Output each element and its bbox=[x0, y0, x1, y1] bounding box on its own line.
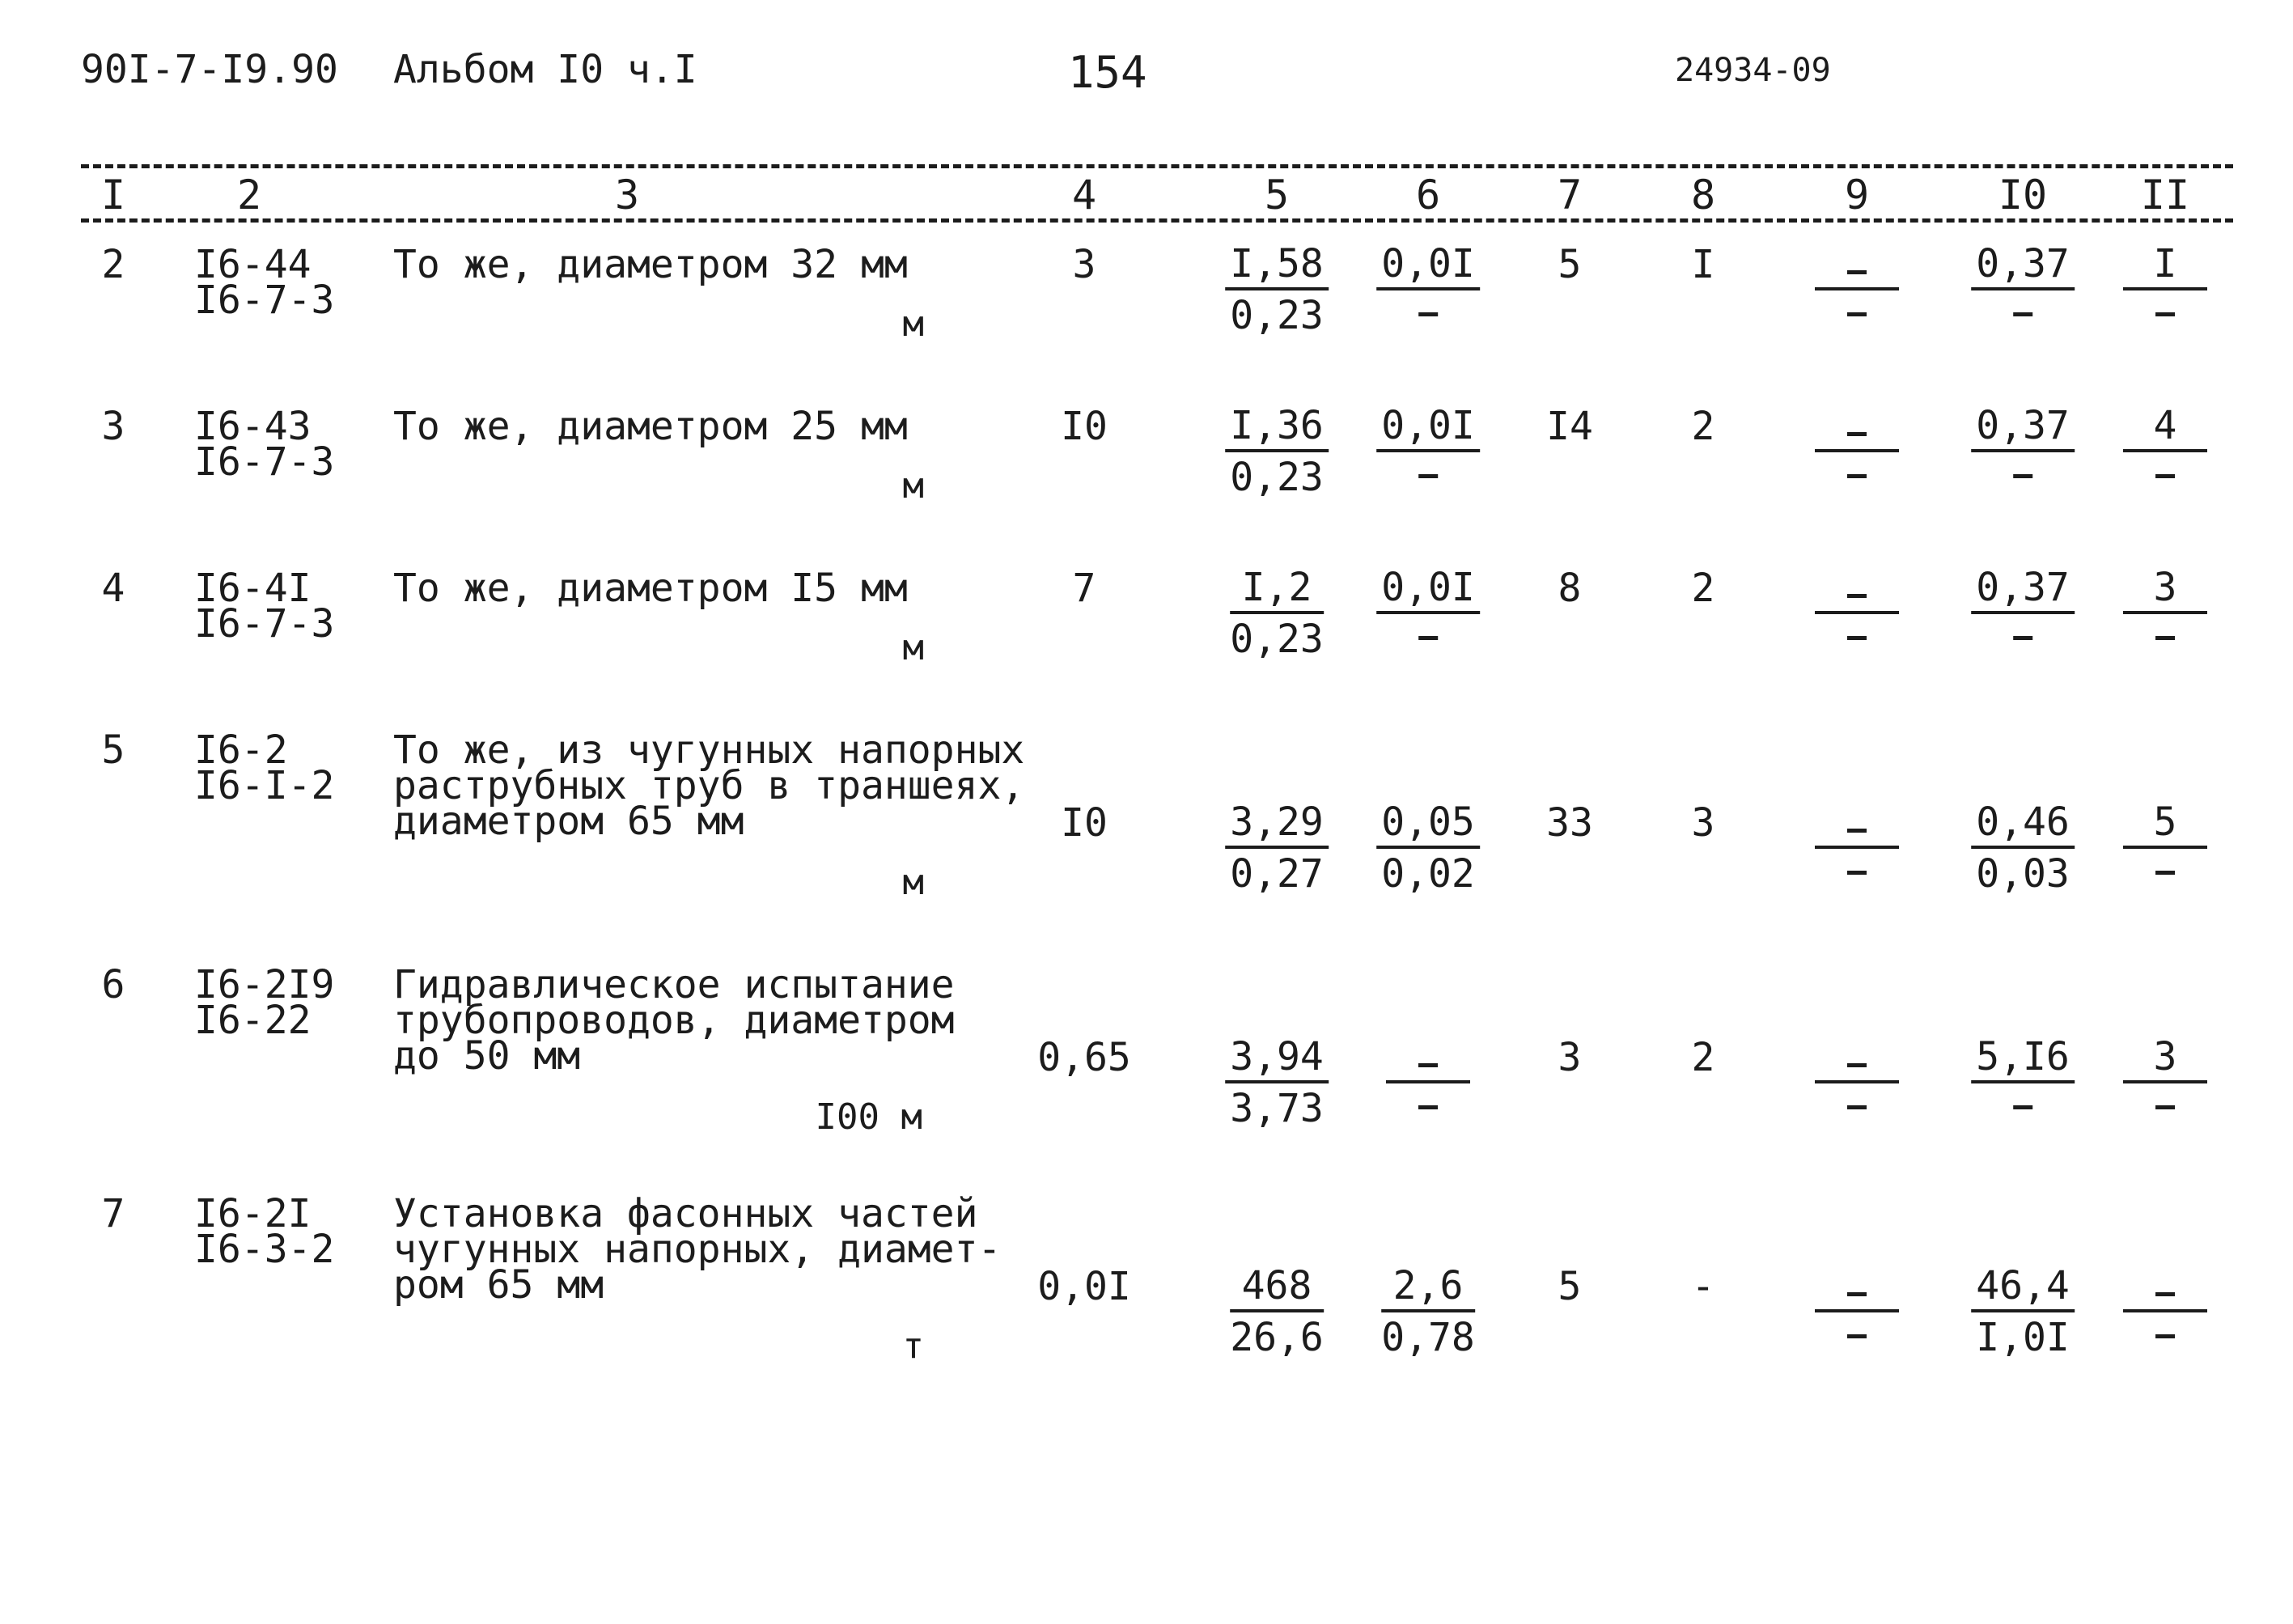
dash-mark bbox=[2155, 1334, 2175, 1338]
machine-cost-denominator: 0,02 bbox=[1381, 851, 1475, 897]
norm-code: I6-2 bbox=[194, 727, 288, 773]
column-number: 7 bbox=[1557, 172, 1583, 218]
machine-cost bbox=[1376, 799, 1480, 897]
unit-cost bbox=[1225, 799, 1329, 897]
dash-mark bbox=[1847, 829, 1867, 833]
col-7-value: I4 bbox=[1546, 404, 1593, 449]
labor-cost bbox=[1971, 567, 2075, 659]
unit-cost-denominator: 26,6 bbox=[1230, 1315, 1324, 1360]
col-7-value: 8 bbox=[1558, 566, 1582, 611]
unit-cost-numerator: 3,94 bbox=[1225, 1037, 1329, 1083]
col-9-fraction bbox=[1815, 802, 1899, 894]
unit-cost-numerator: I,36 bbox=[1225, 405, 1329, 452]
description-line: трубопроводов, диаметром bbox=[393, 998, 955, 1043]
col-8-value: I bbox=[1691, 242, 1715, 287]
col-9-fraction-numerator bbox=[1815, 802, 1899, 849]
dash-mark bbox=[1847, 432, 1867, 436]
norm-codes bbox=[194, 242, 335, 323]
machine-cost bbox=[1376, 567, 1480, 659]
col-9-fraction bbox=[1815, 244, 1899, 336]
col-11-fraction-numerator: 3 bbox=[2123, 1037, 2207, 1083]
page-number: 154 bbox=[1068, 47, 1147, 98]
row-number: 7 bbox=[101, 1191, 125, 1236]
machine-cost-numerator: 0,0I bbox=[1376, 244, 1480, 290]
dash-mark bbox=[2013, 312, 2032, 316]
column-number: 2 bbox=[236, 172, 262, 218]
work-description bbox=[393, 566, 908, 611]
col-8-value: 2 bbox=[1691, 404, 1715, 449]
unit-of-measure: т bbox=[902, 1325, 924, 1367]
labor-cost bbox=[1971, 405, 2075, 498]
price-code: I6-7-3 bbox=[194, 439, 335, 485]
machine-cost-numerator bbox=[1386, 1037, 1470, 1083]
col-9-fraction bbox=[1815, 1266, 1899, 1358]
labor-cost bbox=[1971, 799, 2075, 897]
unit-cost-numerator: 468 bbox=[1230, 1266, 1324, 1312]
machine-cost-denominator bbox=[1376, 290, 1480, 336]
description-line: чугунных напорных, диамет- bbox=[393, 1227, 1002, 1272]
labor-cost-numerator: 0,37 bbox=[1971, 567, 2075, 614]
col-11-fraction-denominator bbox=[2123, 452, 2207, 498]
description-line: до 50 мм bbox=[393, 1033, 581, 1079]
work-description bbox=[393, 727, 1025, 844]
dash-mark bbox=[2155, 312, 2175, 316]
machine-cost-numerator: 0,0I bbox=[1376, 567, 1480, 614]
col-9-fraction-denominator bbox=[1815, 290, 1899, 336]
col-11-fraction-denominator bbox=[2123, 290, 2207, 336]
unit-of-measure: м bbox=[902, 303, 924, 345]
norm-codes bbox=[194, 1191, 335, 1272]
work-description bbox=[393, 404, 908, 449]
col-9-fraction-numerator bbox=[1815, 1037, 1899, 1083]
column-number: I0 bbox=[1998, 172, 2048, 218]
norm-codes bbox=[194, 962, 335, 1043]
labor-cost-denominator: 0,03 bbox=[1976, 851, 2070, 897]
col-11-fraction-denominator bbox=[2123, 614, 2207, 659]
col-8-value: 2 bbox=[1691, 566, 1715, 611]
dash-mark bbox=[2155, 474, 2175, 478]
work-description bbox=[393, 1191, 1002, 1308]
column-number: 5 bbox=[1264, 172, 1290, 218]
dash-mark bbox=[1418, 1063, 1438, 1067]
quantity: 7 bbox=[1072, 566, 1096, 611]
row-number: 6 bbox=[101, 962, 125, 1007]
dash-mark bbox=[2155, 636, 2175, 640]
labor-cost-numerator: 0,46 bbox=[1971, 802, 2075, 849]
col-7-value: 5 bbox=[1558, 1264, 1582, 1309]
dash-mark bbox=[1847, 1063, 1867, 1067]
unit-of-measure: м bbox=[902, 627, 924, 668]
header-divider-bottom bbox=[81, 218, 2233, 223]
description-line: То же, из чугунных напорных bbox=[393, 727, 1025, 773]
dash-mark bbox=[2013, 474, 2032, 478]
column-number: 8 bbox=[1690, 172, 1716, 218]
unit-cost-numerator: I,58 bbox=[1225, 244, 1329, 290]
dash-mark bbox=[1847, 474, 1867, 478]
machine-cost bbox=[1386, 1037, 1470, 1129]
labor-cost bbox=[1971, 241, 2075, 336]
work-description bbox=[393, 242, 908, 287]
column-number: 3 bbox=[614, 172, 640, 218]
norm-code: I6-4I bbox=[194, 566, 312, 611]
quantity: I0 bbox=[1061, 404, 1108, 449]
col-9-fraction-numerator bbox=[1815, 567, 1899, 614]
description-line: То же, диаметром 32 мм bbox=[393, 242, 908, 287]
col-9-fraction-denominator bbox=[1815, 452, 1899, 498]
price-code: I6-I-2 bbox=[194, 763, 335, 808]
norm-codes bbox=[194, 404, 335, 485]
description-line: Установка фасонных частей bbox=[393, 1191, 978, 1236]
dash-mark bbox=[2155, 871, 2175, 875]
dash-mark bbox=[1847, 312, 1867, 316]
labor-cost-denominator: I,0I bbox=[1976, 1315, 2070, 1360]
machine-cost-denominator bbox=[1386, 1083, 1470, 1129]
col-9-fraction bbox=[1815, 1037, 1899, 1129]
col-11-fraction-numerator: 5 bbox=[2123, 802, 2207, 849]
labor-cost-numerator: 0,37 bbox=[1971, 244, 2075, 290]
quantity: I0 bbox=[1061, 800, 1108, 846]
col-11-fraction bbox=[2123, 567, 2207, 659]
row-number: 5 bbox=[101, 727, 125, 773]
dash-mark bbox=[1847, 594, 1867, 598]
quantity: 3 bbox=[1072, 242, 1096, 287]
unit-cost-denominator: 3,73 bbox=[1230, 1086, 1324, 1131]
labor-cost-numerator: 46,4 bbox=[1971, 1266, 2075, 1312]
machine-cost bbox=[1376, 405, 1480, 498]
unit-cost-denominator: 0,27 bbox=[1230, 851, 1324, 897]
row-number: 3 bbox=[101, 404, 125, 449]
col-9-fraction-numerator bbox=[1815, 1266, 1899, 1312]
col-11-fraction-numerator: I bbox=[2123, 244, 2207, 290]
col-11-fraction bbox=[2123, 1266, 2207, 1358]
machine-cost-denominator bbox=[1376, 452, 1480, 498]
dash-mark bbox=[1418, 474, 1438, 478]
labor-cost bbox=[1971, 1034, 2075, 1129]
description-line: То же, диаметром 25 мм bbox=[393, 404, 908, 449]
col-9-fraction bbox=[1815, 567, 1899, 659]
col-9-fraction bbox=[1815, 405, 1899, 498]
col-11-fraction-numerator bbox=[2123, 1266, 2207, 1312]
labor-cost-numerator: 5,I6 bbox=[1971, 1037, 2075, 1083]
norm-codes bbox=[194, 566, 335, 647]
column-number: 6 bbox=[1415, 172, 1441, 218]
quantity: 0,65 bbox=[1037, 1035, 1131, 1080]
description-line: раструбных труб в траншеях, bbox=[393, 763, 1025, 808]
work-description bbox=[393, 962, 955, 1079]
dash-mark bbox=[2155, 1105, 2175, 1109]
machine-cost-numerator: 0,05 bbox=[1376, 802, 1480, 849]
col-7-value: 3 bbox=[1558, 1035, 1582, 1080]
col-8-value: 3 bbox=[1691, 800, 1715, 846]
norm-codes bbox=[194, 727, 335, 808]
unit-cost bbox=[1230, 1263, 1324, 1360]
row-number: 4 bbox=[101, 566, 125, 611]
price-code: I6-7-3 bbox=[194, 601, 335, 647]
unit-cost-denominator: 0,23 bbox=[1230, 617, 1324, 662]
dash-mark bbox=[2013, 636, 2032, 640]
dash-mark bbox=[1418, 1105, 1438, 1109]
col-11-fraction-denominator bbox=[2123, 1312, 2207, 1358]
col-11-fraction-numerator: 3 bbox=[2123, 567, 2207, 614]
machine-cost bbox=[1376, 241, 1480, 336]
col-8-value: 2 bbox=[1691, 1035, 1715, 1080]
labor-cost-denominator bbox=[1971, 290, 2075, 336]
column-number: II bbox=[2140, 172, 2190, 218]
description-line: Гидравлическое испытание bbox=[393, 962, 955, 1007]
labor-cost bbox=[1971, 1263, 2075, 1360]
album-label: Альбом I0 ч.I bbox=[393, 47, 697, 92]
col-11-fraction-denominator bbox=[2123, 1083, 2207, 1129]
machine-cost-denominator bbox=[1376, 614, 1480, 659]
dash-mark bbox=[1847, 1334, 1867, 1338]
column-number: I bbox=[100, 172, 126, 218]
doc-number: 24934-09 bbox=[1675, 52, 1831, 89]
labor-cost-denominator bbox=[1971, 614, 2075, 659]
col-9-fraction-numerator bbox=[1815, 244, 1899, 290]
norm-code: I6-2I bbox=[194, 1191, 312, 1236]
col-9-fraction-denominator bbox=[1815, 1312, 1899, 1358]
col-11-fraction bbox=[2123, 241, 2207, 336]
norm-code: I6-43 bbox=[194, 404, 312, 449]
col-9-fraction-denominator bbox=[1815, 849, 1899, 894]
price-code: I6-3-2 bbox=[194, 1227, 335, 1272]
machine-cost-denominator: 0,78 bbox=[1381, 1315, 1475, 1360]
col-11-fraction-numerator: 4 bbox=[2123, 405, 2207, 452]
dash-mark bbox=[1847, 1292, 1867, 1296]
dash-mark bbox=[2013, 1105, 2032, 1109]
col-11-fraction-denominator bbox=[2123, 849, 2207, 894]
col-9-fraction-numerator bbox=[1815, 405, 1899, 452]
price-code: I6-7-3 bbox=[194, 278, 335, 323]
dash-mark bbox=[1847, 871, 1867, 875]
unit-cost bbox=[1225, 405, 1329, 498]
quantity: 0,0I bbox=[1037, 1264, 1131, 1309]
column-number: 9 bbox=[1844, 172, 1870, 218]
labor-cost-denominator bbox=[1971, 1083, 2075, 1129]
machine-cost-numerator: 2,6 bbox=[1381, 1266, 1475, 1312]
unit-cost bbox=[1230, 565, 1324, 662]
price-code: I6-22 bbox=[194, 998, 312, 1043]
document-code: 90I-7-I9.90 bbox=[81, 47, 338, 92]
header-divider-top bbox=[81, 164, 2233, 168]
machine-cost bbox=[1381, 1263, 1475, 1360]
col-11-fraction bbox=[2123, 405, 2207, 498]
description-line: диаметром 65 мм bbox=[393, 799, 744, 844]
dash-mark bbox=[1418, 312, 1438, 316]
dash-mark bbox=[1847, 270, 1867, 274]
col-11-fraction bbox=[2123, 1034, 2207, 1129]
column-number: 4 bbox=[1071, 172, 1097, 218]
unit-cost-denominator: 0,23 bbox=[1230, 455, 1324, 500]
col-7-value: 5 bbox=[1558, 242, 1582, 287]
col-9-fraction-denominator bbox=[1815, 1083, 1899, 1129]
unit-of-measure: м bbox=[902, 862, 924, 903]
machine-cost-numerator: 0,0I bbox=[1376, 405, 1480, 452]
col-7-value: 33 bbox=[1546, 800, 1593, 846]
norm-code: I6-2I9 bbox=[194, 962, 335, 1007]
dash-mark bbox=[2155, 1292, 2175, 1296]
labor-cost-numerator: 0,37 bbox=[1971, 405, 2075, 452]
row-number: 2 bbox=[101, 242, 125, 287]
unit-cost-numerator: I,2 bbox=[1230, 567, 1324, 614]
unit-cost bbox=[1225, 241, 1329, 338]
unit-cost bbox=[1225, 1034, 1329, 1131]
unit-of-measure: I00 м bbox=[815, 1096, 922, 1138]
col-11-fraction bbox=[2123, 799, 2207, 894]
unit-cost-denominator: 0,23 bbox=[1230, 293, 1324, 338]
unit-of-measure: м bbox=[902, 465, 924, 507]
dash-mark bbox=[1847, 636, 1867, 640]
description-line: ром 65 мм bbox=[393, 1262, 604, 1308]
labor-cost-denominator bbox=[1971, 452, 2075, 498]
norm-code: I6-44 bbox=[194, 242, 312, 287]
dash-mark bbox=[1418, 636, 1438, 640]
col-8-value: - bbox=[1691, 1264, 1715, 1309]
unit-cost-numerator: 3,29 bbox=[1225, 802, 1329, 849]
description-line: То же, диаметром I5 мм bbox=[393, 566, 908, 611]
col-9-fraction-denominator bbox=[1815, 614, 1899, 659]
dash-mark bbox=[1847, 1105, 1867, 1109]
